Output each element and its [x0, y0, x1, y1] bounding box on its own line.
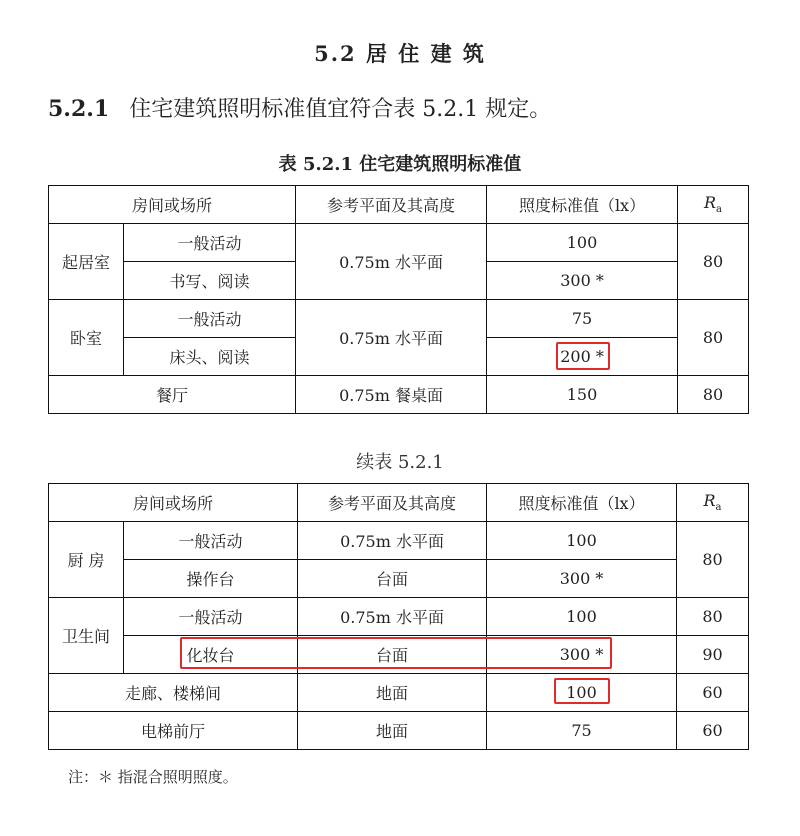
lux-cell: 75 [487, 300, 678, 338]
ra-symbol: R [703, 491, 716, 511]
section-title: 5.2 居 住 建 筑 [314, 41, 486, 66]
table-row [49, 636, 749, 674]
header-ra [677, 484, 749, 522]
clause-5-2-1 [48, 92, 551, 123]
activity-cell: 操作台 [124, 560, 298, 598]
ra-subscript: a [715, 502, 722, 514]
plane-cell: 0.75m 水平面 [296, 300, 487, 376]
activity-cell: 床头、阅读 [124, 338, 296, 376]
group-name: 卫生间 [49, 598, 124, 674]
plane-cell: 0.75m 水平面 [296, 224, 487, 300]
plane-cell: 0.75m 餐桌面 [296, 376, 487, 414]
lux-cell: 300 * [487, 560, 677, 598]
group-name: 起居室 [49, 224, 124, 300]
plane-cell: 台面 [298, 560, 487, 598]
lux-cell: 100 [487, 522, 677, 560]
lux-cell: 75 [487, 712, 677, 750]
header-ra [678, 186, 749, 224]
table-row [49, 598, 749, 636]
plane-cell: 0.75m 水平面 [298, 522, 487, 560]
ra-subscript: a [716, 204, 723, 216]
activity-cell: 书写、阅读 [124, 262, 296, 300]
lux-cell: 200 * [487, 338, 678, 376]
lux-cell: 100 [487, 224, 678, 262]
ra-cell: 80 [678, 224, 749, 300]
ra-cell: 90 [677, 636, 749, 674]
ra-cell: 80 [677, 522, 749, 598]
table-header-row [49, 186, 749, 224]
table-header-row [49, 484, 749, 522]
lux-cell: 100 [487, 674, 677, 712]
place-cell: 电梯前厅 [49, 712, 298, 750]
table-row [49, 376, 749, 414]
header-place: 房间或场所 [49, 186, 296, 224]
lux-cell: 100 [487, 598, 677, 636]
plane-cell: 0.75m 水平面 [298, 598, 487, 636]
ra-cell: 60 [677, 674, 749, 712]
activity-cell: 一般活动 [124, 224, 296, 262]
group-name: 厨 房 [49, 522, 124, 598]
table2-caption: 续表 5.2.1 [356, 452, 444, 473]
group-name: 卧室 [49, 300, 124, 376]
header-place: 房间或场所 [49, 484, 298, 522]
ra-cell: 60 [677, 712, 749, 750]
plane-cell: 地面 [298, 674, 487, 712]
table-row [49, 560, 749, 598]
table-row [49, 674, 749, 712]
lux-cell: 300 * [487, 262, 678, 300]
header-plane: 参考平面及其高度 [296, 186, 487, 224]
table-row [49, 300, 749, 338]
lux-cell: 150 [487, 376, 678, 414]
table1-caption: 表 5.2.1 住宅建筑照明标准值 [278, 154, 522, 175]
header-lux: 照度标准值（lx） [487, 484, 677, 522]
lux-cell: 300 * [487, 636, 677, 674]
header-plane: 参考平面及其高度 [298, 484, 487, 522]
activity-cell: 化妆台 [124, 636, 298, 674]
plane-cell: 台面 [298, 636, 487, 674]
activity-cell: 一般活动 [124, 522, 298, 560]
table-row [49, 522, 749, 560]
activity-cell: 一般活动 [124, 598, 298, 636]
header-lux: 照度标准值（lx） [487, 186, 678, 224]
ra-cell: 80 [678, 376, 749, 414]
ra-symbol: R [704, 193, 717, 213]
table-row [49, 224, 749, 262]
plane-cell: 地面 [298, 712, 487, 750]
ra-cell: 80 [677, 598, 749, 636]
activity-cell: 一般活动 [124, 300, 296, 338]
table-note: 注：＊ 指混合照明照度。 [68, 768, 238, 786]
table-row [49, 712, 749, 750]
table-residential-lighting [48, 185, 749, 414]
place-cell: 走廊、楼梯间 [49, 674, 298, 712]
clause-text: 住宅建筑照明标准值宜符合表 5.2.1 规定。 [129, 97, 552, 122]
table-residential-lighting-continued [48, 483, 749, 750]
clause-number: 5.2.1 [48, 96, 110, 122]
place-cell: 餐厅 [49, 376, 296, 414]
ra-cell: 80 [678, 300, 749, 376]
